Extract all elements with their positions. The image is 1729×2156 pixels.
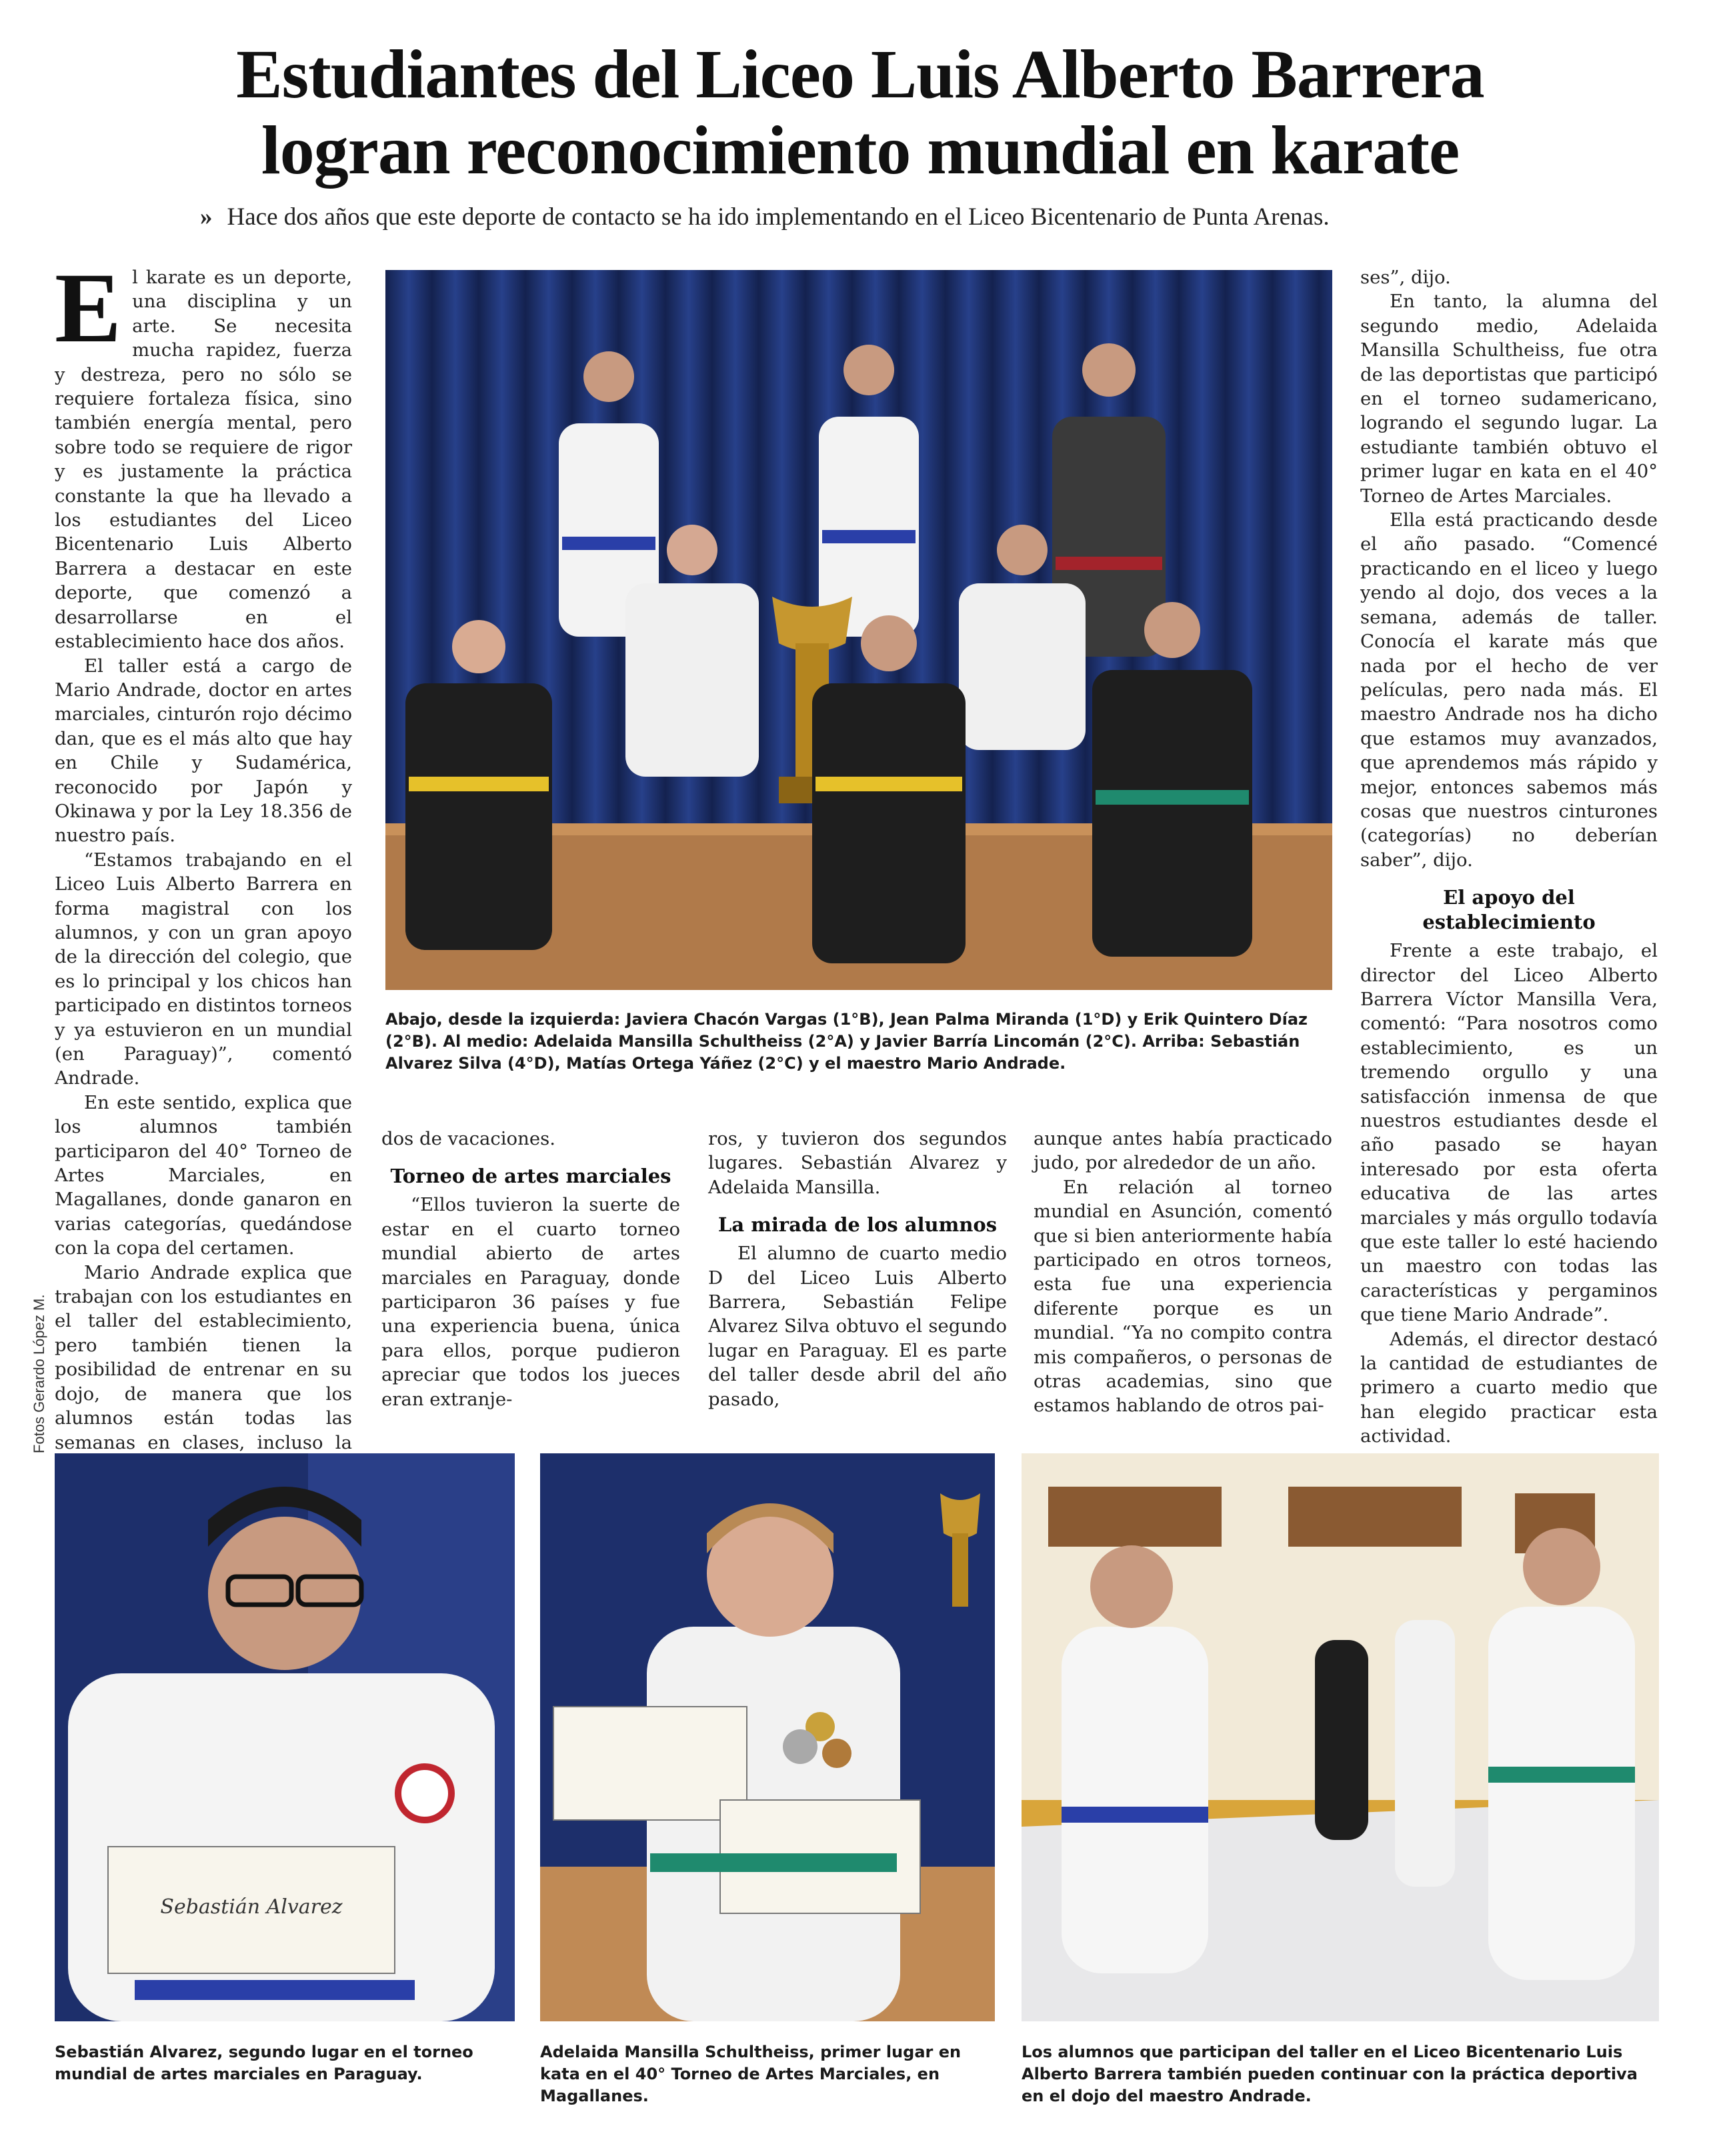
- col2-paragraph-2: “Ellos tuvieron la suerte de estar en el cuarto torneo mundial abierto de artes marciales en Paraguay, donde participaron 36 países y fue una experiencia buena, única para ellos, porque pudieron apreciar que todos los jueces eran extranje-: [381, 1194, 680, 1410]
- headline-line1: Estudiantes del Liceo Luis Alberto Barrera: [236, 36, 1484, 113]
- subheading-torneo: Torneo de artes marciales: [390, 1165, 671, 1188]
- group-photo-image: [385, 270, 1332, 990]
- article-column-5: [1360, 265, 1658, 1449]
- photo-adelaida-image: [540, 1453, 995, 2021]
- subheadline: [200, 201, 1600, 233]
- photo-sebastian-caption: Sebastián Alvarez, segundo lugar en el torneo mundial de artes marciales en Paraguay.: [55, 2043, 473, 2083]
- article-column-3: [708, 1127, 1007, 1411]
- main-photo-caption: Abajo, desde la izquierda: Javiera Chacón Vargas (1°B), Jean Palma Miranda (1°D) y Erik Quintero Díaz (2°B). Al medio: Adelaida Mansilla Schultheiss (2°A) y Javier Barría Lincomán (2°C). Arriba: Sebastián Alvarez Silva (4°D), Matías Ortega Yáñez (2°C) y el maestro Mario Andrade.: [385, 1010, 1308, 1073]
- photo-dojo-caption: Los alumnos que participan del taller en el Liceo Bicentenario Luis Alberto Barrera también pueden continuar con la práctica deportiva en el dojo del maestro Andrade.: [1022, 2043, 1638, 2105]
- col1-paragraph-4: En este sentido, explica que los alumnos también participaron del 40° Torneo de Artes Marciales, en Magallanes, donde ganaron en varias categorías, quedándose con la copa del certamen.: [55, 1091, 352, 1259]
- col5-paragraph-2: En tanto, la alumna del segundo medio, Adelaida Mansilla Schultheiss, fue otra de las deportistas que participó en el torneo sudamericano, logrando el segundo lugar. La estudiante también obtuvo el primer lugar en kata en el 40° Torneo de Artes Marciales.: [1360, 291, 1658, 507]
- col3-paragraph-2: El alumno de cuarto medio D del Liceo Luis Alberto Barrera, Sebastián Felipe Alvarez Silva obtuvo el segundo lugar en Paraguay. El es parte del taller desde abril del año pasado,: [708, 1243, 1007, 1410]
- group-photo: [385, 270, 1332, 990]
- col5-paragraph-1: ses”, dijo.: [1360, 267, 1451, 288]
- subheading-apoyo: El apoyo del establecimiento: [1422, 886, 1596, 934]
- col5-paragraph-4: Frente a este trabajo, el director del Liceo Alberto Barrera Víctor Mansilla Vera, comentó: “Para nosotros como establecimiento, es un tremendo orgullo y una satisfacción inmensa de que nuestros estudiantes desde el año pasado se hayan interesado por esta oferta educativa de las artes marciales y más orgullo todavía que este taller lo esté haciendo un maestro con todas las características y pergaminos que tiene Mario Andrade”.: [1360, 940, 1658, 1326]
- photo-adelaida-caption: Adelaida Mansilla Schultheiss, primer lugar en kata en el 40° Torneo de Artes Marciales, en Magallanes.: [540, 2043, 962, 2105]
- headline-line2: logran reconocimiento mundial en karate: [261, 112, 1460, 189]
- chevron-icon: »: [200, 203, 213, 231]
- col4-paragraph-2: En relación al torneo mundial en Asunción, comentó que si bien anteriormente había participado en otros torneos, esta fue una experiencia diferente porque es un mundial. “Ya no compito contra mis compañeros, o personas de otras academias, sino que estamos hablando de otros pai-: [1034, 1176, 1332, 1417]
- col1-paragraph-2: El taller está a cargo de Mario Andrade, doctor en artes marciales, cinturón rojo décimo dan, que es el más alto que hay en Chile y Sudamérica, reconocido por Japón y Okinawa y por la Ley 18.356 de nuestro país.: [55, 655, 352, 847]
- col2-paragraph-1: dos de vacaciones.: [381, 1128, 555, 1149]
- col4-paragraph-1: aunque antes había practicado judo, por alrededor de un año.: [1034, 1128, 1332, 1174]
- article-column-2: [381, 1127, 680, 1411]
- photo-adelaida: [540, 1453, 995, 2021]
- col1-paragraph-3: “Estamos trabajando en el Liceo Luis Alberto Barrera en forma magistral con los alumnos, y con un gran apoyo de la dirección del colegio, que es lo principal y los chicos han participado en distintos torneos y ya estuvieron en un mundial (en Paraguay)”, comentó Andrade.: [55, 849, 352, 1089]
- drop-cap: E: [55, 253, 122, 363]
- col1-paragraph-1: l karate es un deporte, una disciplina y un arte. Se necesita mucha rapidez, fuerza y destreza, pero no sólo se requiere fortaleza física, sino también energía mental, pero sobre todo se requiere de rigor y es justamente la práctica constante la que ha llevado a los estudiantes del Liceo Bicentenario Luis Alberto Barrera a destacar en este deporte, que comenzó a desarrollarse en el establecimiento hace dos años.: [55, 267, 352, 653]
- col3-paragraph-1: ros, y tuvieron dos segundos lugares. Sebastián Alvarez y Adelaida Mansilla.: [708, 1128, 1007, 1198]
- subheadline-text: Hace dos años que este deporte de contacto se ha ido implementando en el Liceo Bicentenario de Punta Arenas.: [227, 203, 1330, 231]
- col5-paragraph-5: Además, el director destacó la cantidad de estudiantes de primero a cuarto medio que han elegido practicar esta actividad.: [1360, 1328, 1658, 1447]
- certificate-name: Sebastián Alvarez: [160, 1895, 343, 1919]
- photo-dojo-image: [1022, 1453, 1659, 2021]
- headline: [80, 37, 1640, 189]
- col1-paragraph-5: Mario Andrade explica que trabajan con los estudiantes en el taller del establecimiento, pero también tienen la posibilidad de entrenar en su dojo, de manera que los alumnos están todas las semanas en clases, incluso la: [55, 1261, 352, 1453]
- photo-credit: Fotos Gerardo López M.: [31, 1294, 47, 1453]
- subheading-mirada: La mirada de los alumnos: [717, 1213, 998, 1237]
- article-column-4: [1034, 1127, 1332, 1418]
- photo-sebastian: [55, 1453, 515, 2021]
- article-column-1: [55, 253, 352, 1479]
- photo-sebastian-image: [55, 1453, 515, 2021]
- col5-paragraph-3: Ella está practicando desde el año pasado. “Comencé practicando en el liceo y luego yendo al dojo, dos veces a la semana, además de taller. Conocía el karate más que nada por el hecho de ver películas, pero nada más. El maestro Andrade nos ha dicho que estamos muy avanzados, que aprendemos más rápido y mejor, entonces sabemos más cosas que nuestros cinturones (categorías) no deberían saber”, dijo.: [1360, 509, 1658, 871]
- photo-dojo: [1022, 1453, 1659, 2021]
